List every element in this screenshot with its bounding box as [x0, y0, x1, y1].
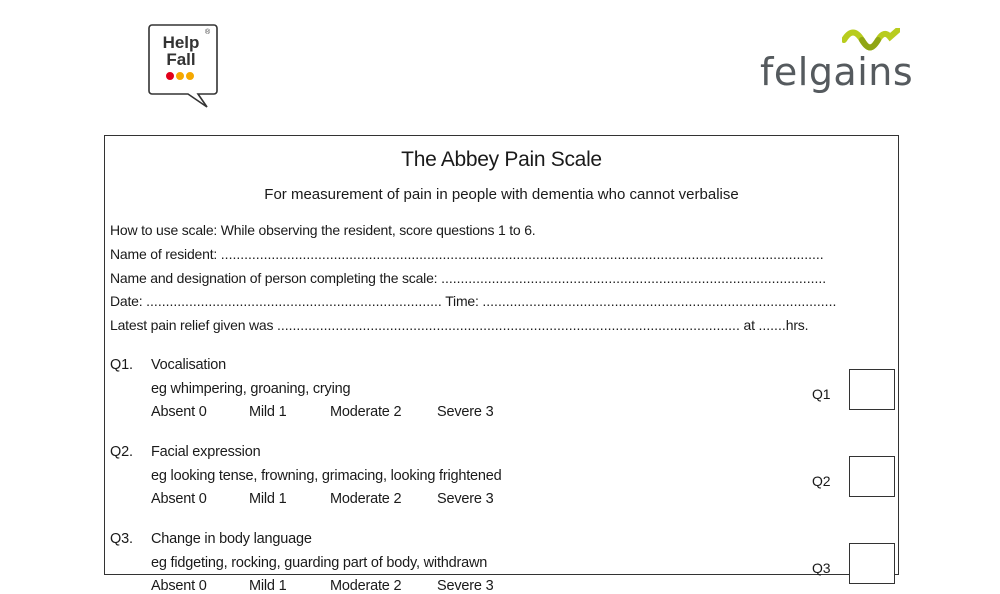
date-time-field[interactable]: [110, 293, 836, 309]
completer-name-label: Name and designation of person completing the scale:: [110, 270, 442, 286]
option-absent: Absent 0: [151, 578, 207, 594]
question-examples: eg fidgeting, rocking, guarding part of body, withdrawn: [151, 555, 488, 571]
question-number: Q3.: [110, 531, 133, 547]
amber-dot: [176, 72, 184, 80]
pain-relief-dots: .......................................................................................................................: [276, 317, 740, 333]
form-title: The Abbey Pain Scale: [401, 148, 602, 171]
resident-name-label: Name of resident:: [110, 246, 221, 262]
option-absent: Absent 0: [151, 404, 207, 420]
option-mild: Mild 1: [249, 404, 287, 420]
helpfall-logo: [148, 24, 218, 108]
red-dot: [166, 72, 174, 80]
felgains-wordmark: felgains: [760, 50, 914, 94]
question-options: [151, 578, 493, 594]
question-examples: eg looking tense, frowning, grimacing, looking frightened: [151, 468, 502, 484]
option-mild: Mild 1: [249, 491, 287, 507]
question-options: [151, 491, 493, 507]
resident-name-dots: ...........................................................................................................................................................: [220, 246, 824, 262]
time-dots: ...........................................................................................: [482, 293, 837, 309]
helpfall-dots: [166, 72, 194, 80]
question-title: Change in body language: [151, 531, 312, 547]
registered-mark: ®: [205, 29, 211, 36]
score-box-q1[interactable]: [849, 369, 895, 410]
score-label: Q2: [812, 473, 831, 489]
resident-name-field[interactable]: [110, 246, 824, 262]
question-options: [151, 404, 493, 420]
pain-relief-hours-dots: .......: [758, 317, 786, 333]
helpfall-line1: Help: [162, 33, 200, 52]
question-number: Q1.: [110, 357, 133, 373]
date-label: Date:: [110, 293, 147, 309]
completer-name-dots: ...................................................................................................: [441, 270, 827, 286]
pain-scale-form: [104, 135, 899, 594]
question-number: Q2.: [110, 444, 133, 460]
question-title: Vocalisation: [151, 357, 226, 373]
score-box-q2[interactable]: [849, 456, 895, 497]
option-moderate: Moderate 2: [330, 491, 402, 507]
question-examples: eg whimpering, groaning, crying: [151, 381, 351, 397]
time-label: Time:: [441, 293, 483, 309]
form-subtitle: For measurement of pain in people with dementia who cannot verbalise: [264, 186, 739, 203]
option-absent: Absent 0: [151, 491, 207, 507]
how-to-use: How to use scale: While observing the resident, score questions 1 to 6.: [110, 222, 536, 238]
amber-dot: [186, 72, 194, 80]
score-box-q3[interactable]: [849, 543, 895, 584]
completer-name-field[interactable]: [110, 270, 826, 286]
date-dots: ............................................................................: [146, 293, 442, 309]
helpfall-line2: Fall: [166, 50, 196, 69]
option-mild: Mild 1: [249, 578, 287, 594]
score-label: Q1: [812, 386, 831, 402]
option-severe: Severe 3: [437, 578, 494, 594]
option-moderate: Moderate 2: [330, 578, 402, 594]
pain-relief-label: Latest pain relief given was: [110, 317, 277, 333]
pain-relief-hrs: hrs.: [785, 317, 809, 333]
score-label: Q3: [812, 560, 831, 576]
question-title: Facial expression: [151, 444, 261, 460]
option-severe: Severe 3: [437, 404, 494, 420]
option-moderate: Moderate 2: [330, 404, 402, 420]
pain-relief-at: at: [739, 317, 759, 333]
felgains-logo: [760, 28, 914, 98]
pain-relief-field[interactable]: [110, 317, 808, 333]
option-severe: Severe 3: [437, 491, 494, 507]
